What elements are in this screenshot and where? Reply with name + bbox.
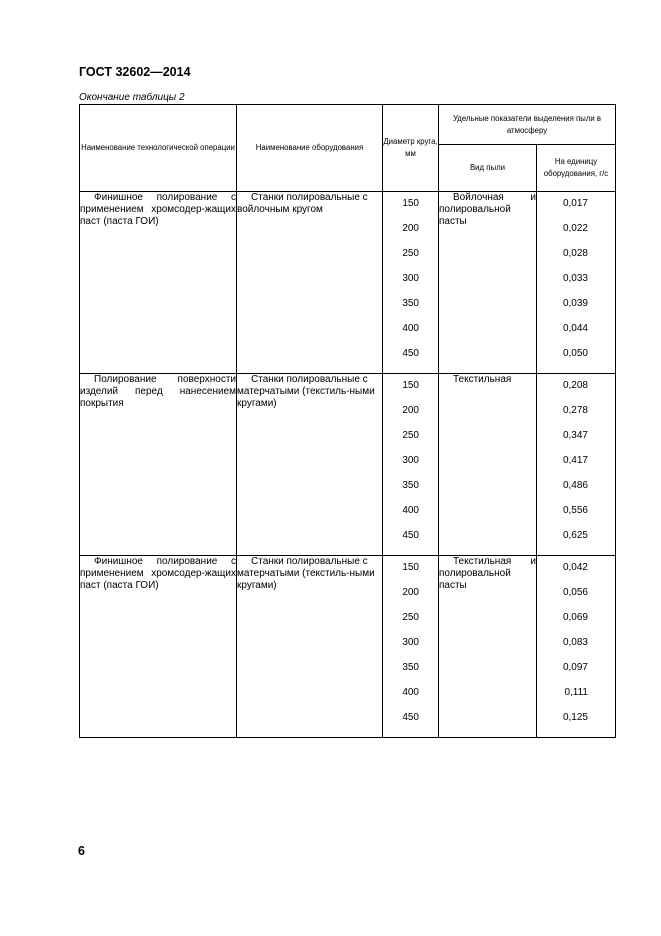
rate-value: 0,486 — [562, 480, 588, 491]
rate-value: 0,069 — [562, 612, 588, 623]
diameter-value: 400 — [402, 323, 419, 334]
table-caption: Окончание таблицы 2 — [79, 92, 185, 103]
dust-type-cell: Текстильная и полировальной пасты — [439, 556, 537, 738]
header-operation: Наименование технологической операции — [80, 105, 237, 192]
equipment-cell: Станки полировальные с войлочным кругом — [237, 192, 383, 374]
rate-value: 0,625 — [562, 530, 588, 541]
diameter-value: 450 — [402, 530, 419, 541]
rate-value: 0,097 — [562, 662, 588, 673]
header-per-unit: На единицу оборудования, г/с — [537, 145, 616, 192]
diameter-value: 150 — [402, 380, 419, 391]
equipment-cell: Станки полировальные с матерчатыми (текстиль-ными кругами) — [237, 374, 383, 556]
rate-value: 0,042 — [562, 562, 588, 573]
emission-table — [79, 104, 616, 738]
rate-value: 0,017 — [562, 198, 588, 209]
standard-title: ГОСТ 32602—2014 — [79, 65, 191, 79]
header-equipment: Наименование оборудования — [237, 105, 383, 192]
diameter-value: 250 — [402, 612, 419, 623]
operation-cell: Финишное полирование с применением хромсодер-жащих паст (паста ГОИ) — [80, 192, 237, 374]
rate-value: 0,083 — [562, 637, 588, 648]
rate-value: 0,039 — [562, 298, 588, 309]
dust-type-cell: Текстильная — [439, 374, 537, 556]
rate-value: 0,033 — [562, 273, 588, 284]
page-number: 6 — [78, 844, 85, 858]
rate-value: 0,028 — [562, 248, 588, 259]
rate-value: 0,347 — [562, 430, 588, 441]
diameter-value: 450 — [402, 348, 419, 359]
rate-cell — [537, 556, 616, 738]
rate-value: 0,278 — [562, 405, 588, 416]
table-row — [80, 374, 616, 556]
diameter-cell — [383, 192, 439, 374]
diameter-value: 300 — [402, 455, 419, 466]
rate-value: 0,208 — [562, 380, 588, 391]
diameter-value: 150 — [402, 198, 419, 209]
diameter-value: 400 — [402, 687, 419, 698]
diameter-cell — [383, 374, 439, 556]
diameter-value: 250 — [402, 248, 419, 259]
diameter-value: 350 — [402, 480, 419, 491]
diameter-value: 350 — [402, 298, 419, 309]
header-diameter: Диаметр круга, мм — [383, 105, 439, 192]
diameter-value: 200 — [402, 405, 419, 416]
equipment-cell: Станки полировальные с матерчатыми (текстиль-ными кругами) — [237, 556, 383, 738]
diameter-value: 200 — [402, 223, 419, 234]
table-row — [80, 192, 616, 374]
operation-cell: Полирование поверхности изделий перед нанесением покрытия — [80, 374, 237, 556]
rate-value: 0,111 — [564, 687, 588, 698]
diameter-value: 300 — [402, 273, 419, 284]
diameter-value: 200 — [402, 587, 419, 598]
rate-value: 0,125 — [562, 712, 588, 723]
dust-type-cell: Войлочная и полировальной пасты — [439, 192, 537, 374]
header-emission-group: Удельные показатели выделения пыли в атмосферу — [439, 105, 616, 145]
rate-cell — [537, 192, 616, 374]
diameter-value: 400 — [402, 505, 419, 516]
diameter-value: 300 — [402, 637, 419, 648]
diameter-value: 450 — [402, 712, 419, 723]
table-row — [80, 556, 616, 738]
rate-cell — [537, 374, 616, 556]
rate-value: 0,556 — [562, 505, 588, 516]
diameter-value: 250 — [402, 430, 419, 441]
diameter-value: 350 — [402, 662, 419, 673]
rate-value: 0,056 — [562, 587, 588, 598]
diameter-value: 150 — [402, 562, 419, 573]
header-dust-type: Вид пыли — [439, 145, 537, 192]
rate-value: 0,417 — [562, 455, 588, 466]
operation-cell: Финишное полирование с применением хромсодер-жащих паст (паста ГОИ) — [80, 556, 237, 738]
diameter-cell — [383, 556, 439, 738]
rate-value: 0,050 — [562, 348, 588, 359]
rate-value: 0,022 — [562, 223, 588, 234]
rate-value: 0,044 — [562, 323, 588, 334]
